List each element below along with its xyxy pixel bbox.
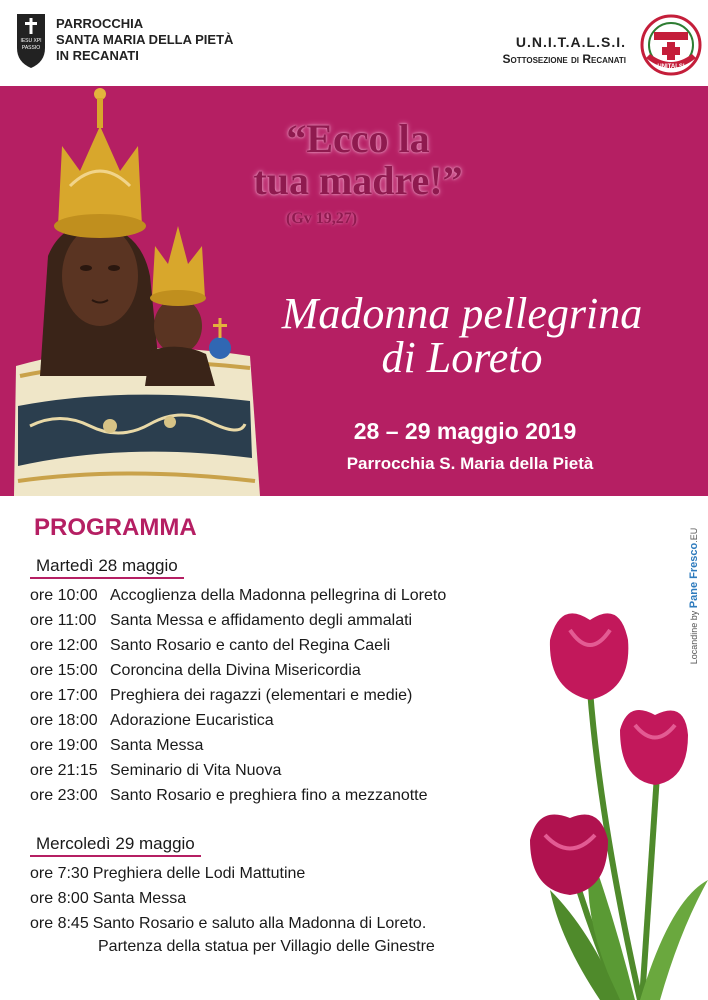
tulips-illustration: [520, 600, 708, 1000]
schedule-item: [30, 708, 446, 733]
schedule-time: ore 7:30: [30, 865, 89, 882]
schedule-time: ore 8:00: [30, 890, 89, 907]
schedule-text: Santa Messa: [110, 737, 204, 754]
day-heading: [30, 556, 184, 576]
org-name: U.N.I.T.A.L.S.I.: [515, 34, 626, 50]
event-title-line: Madonna pellegrina: [281, 289, 643, 338]
parish-name-line: PARROCCHIA: [56, 16, 144, 31]
schedule-item: [30, 783, 446, 808]
org-block: [503, 34, 627, 66]
quote-line: tua madre!”: [253, 158, 463, 203]
parish-name-line: IN RECANATI: [56, 48, 139, 63]
schedule-item: [30, 633, 446, 658]
program-heading: PROGRAMMA: [34, 514, 197, 541]
event-dates: 28 – 29 maggio 2019: [353, 418, 577, 444]
schedule-continuation: Partenza della statua per Villagio delle Ginestre: [98, 938, 435, 955]
schedule-time: ore 23:00: [30, 787, 98, 804]
credit-prefix: Locandine by: [689, 610, 699, 665]
schedule-list-day2: [30, 861, 426, 936]
schedule-time: ore 10:00: [30, 587, 98, 604]
schedule-text: Coroncina della Divina Misericordia: [110, 662, 361, 679]
quote-reference: (Gv 19,27): [286, 210, 358, 227]
schedule-time: ore 21:15: [30, 762, 98, 779]
schedule-item: [30, 608, 446, 633]
schedule-time: ore 8:45: [30, 915, 89, 932]
svg-text:PASSIO: PASSIO: [21, 45, 41, 51]
schedule-item: [30, 683, 446, 708]
header: [0, 0, 708, 86]
schedule-text: Santa Messa e affidamento degli ammalati: [110, 612, 413, 629]
schedule-text: Accoglienza della Madonna pellegrina di Loreto: [110, 587, 447, 604]
credit-suffix: .EU: [689, 527, 699, 543]
credit-brand: Pane Fresco: [688, 542, 700, 609]
schedule-item: [30, 861, 426, 886]
svg-text:IESU XPI: IESU XPI: [20, 38, 42, 44]
event-title-line: di Loreto: [381, 333, 543, 382]
schedule-text: Santo Rosario e canto del Regina Caeli: [110, 637, 391, 654]
schedule-time: ore 11:00: [30, 612, 97, 629]
svg-text:UNITALSI: UNITALSI: [657, 64, 685, 70]
schedule-time: ore 15:00: [30, 662, 98, 679]
schedule-text: Santo Rosario e saluto alla Madonna di Loreto.: [92, 915, 427, 932]
event-place: Parrocchia S. Maria della Pietà: [346, 454, 594, 473]
parish-seal-icon: [14, 10, 48, 70]
hero-banner: [0, 86, 708, 496]
schedule-text: Adorazione Eucaristica: [110, 712, 274, 729]
schedule-item: [30, 733, 446, 758]
schedule-text: Preghiera delle Lodi Mattutine: [92, 865, 306, 882]
schedule-time: ore 12:00: [30, 637, 98, 654]
schedule-item: [30, 911, 426, 936]
day-heading-label: Mercoledì 29 maggio: [30, 834, 201, 857]
schedule-list-day1: [30, 583, 446, 808]
org-subtitle: Sottosezione di Recanati: [502, 52, 626, 66]
schedule-time: ore 18:00: [30, 712, 98, 729]
schedule-text: Santa Messa: [92, 890, 187, 907]
schedule-item: [30, 886, 426, 911]
parish-name-line: SANTA MARIA DELLA PIETÀ: [56, 32, 234, 47]
schedule-time: ore 17:00: [30, 687, 98, 704]
event-title: [222, 289, 702, 382]
quote-line: “Ecco la: [286, 116, 430, 161]
day-heading: [30, 834, 201, 854]
unitalsi-logo-icon: [640, 14, 702, 76]
day-heading-label: Martedì 28 maggio: [30, 556, 184, 579]
schedule-text: Preghiera dei ragazzi (elementari e medie): [110, 687, 413, 704]
schedule-item: [30, 758, 446, 783]
schedule-text: Santo Rosario e preghiera fino a mezzanotte: [110, 787, 428, 804]
schedule-item: [30, 658, 446, 683]
schedule-text: Seminario di Vita Nuova: [110, 762, 282, 779]
schedule-item: [30, 583, 446, 608]
quote: [208, 118, 508, 202]
schedule-time: ore 19:00: [30, 737, 98, 754]
parish-name: [56, 16, 233, 64]
